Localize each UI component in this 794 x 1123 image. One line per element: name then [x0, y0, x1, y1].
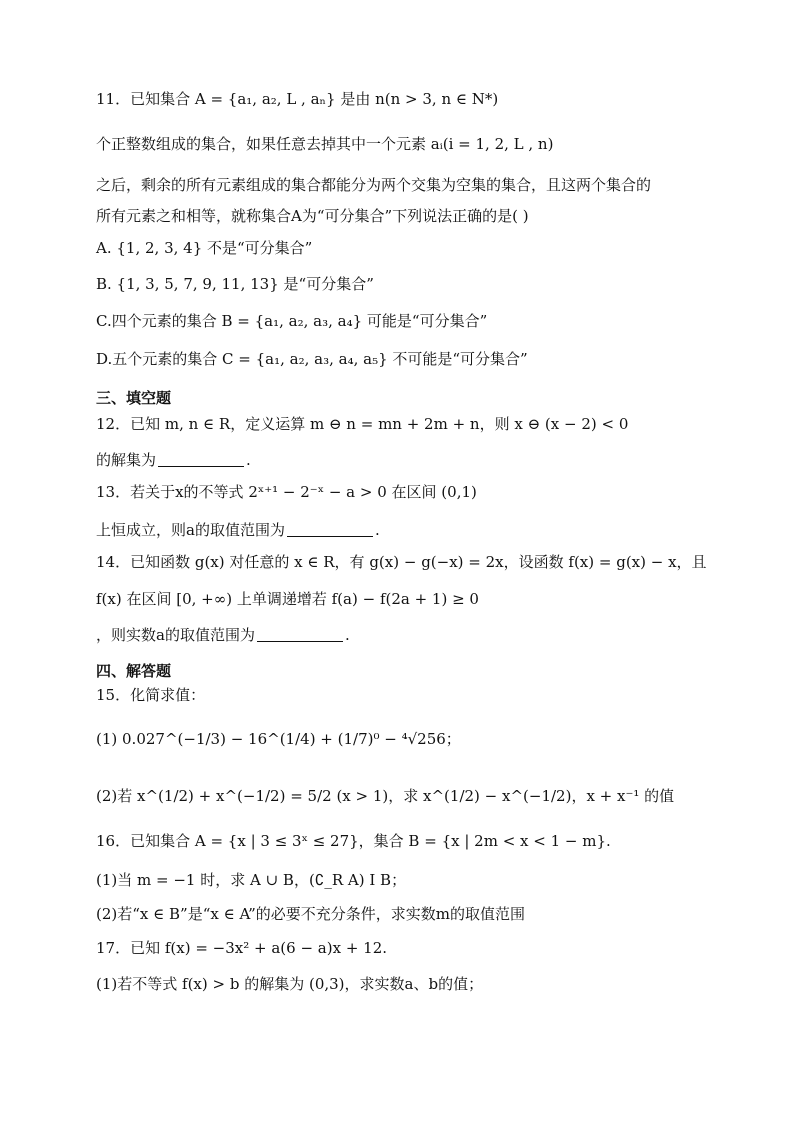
period: .: [374, 521, 380, 539]
period: .: [344, 626, 350, 644]
q13-line-1: 13．若关于x的不等式 2ˣ⁺¹ − 2⁻ˣ − a > 0 在区间 (0,1): [96, 483, 477, 501]
q14-line-1: 14．已知函数 g(x) 对任意的 x ∈ R，有 g(x) − g(−x) = 2x，设函数 f(x) = g(x) − x，且: [96, 553, 707, 571]
q11-option-a: A. {1, 2, 3, 4} 不是“可分集合”: [96, 239, 313, 257]
answer-blank: [257, 627, 343, 642]
q11-option-c: C.四个元素的集合 B = {a₁, a₂, a₃, a₄} 可能是“可分集合”: [96, 312, 488, 330]
q17-title: 17．已知 f(x) = −3x² + a(6 − a)x + 12.: [96, 939, 388, 957]
q14-line-2: f(x) 在区间 [0, +∞) 上单调递增若 f(a) − f(2a + 1) ≥ 0: [96, 590, 479, 608]
q11-line-4: 所有元素之和相等，就称集合A为“可分集合”下列说法正确的是( ): [96, 207, 529, 225]
answer-blank: [158, 452, 244, 467]
q11-line-2: 个正整数组成的集合，如果任意去掉其中一个元素 aᵢ(i = 1, 2, L , n): [96, 135, 554, 153]
q12-line-2: [96, 449, 251, 471]
q16-title: 16．已知集合 A = {x | 3 ≤ 3ˣ ≤ 27}，集合 B = {x | 2m < x < 1 − m}.: [96, 832, 611, 850]
q11-option-b: B. {1, 3, 5, 7, 9, 11, 13} 是“可分集合”: [96, 275, 374, 293]
q14-line-3: [96, 624, 350, 646]
q14-text: ，则实数a的取值范围为: [96, 626, 255, 644]
q15-title: 15．化简求值：: [96, 686, 206, 704]
q11-line-3: 之后，剩余的所有元素组成的集合都能分为两个交集为空集的集合，且这两个集合的: [96, 176, 652, 194]
q16-part-1: (1)当 m = −1 时，求 A ∪ B，(∁_R A) I B；: [96, 871, 407, 889]
q17-part-1: (1)若不等式 f(x) > b 的解集为 (0,3)，求实数a、b的值；: [96, 975, 484, 993]
q11-line-1: 11．已知集合 A = {a₁, a₂, L , aₙ} 是由 n(n > 3, n ∈ N*): [96, 90, 499, 108]
section-answer: 四、解答题: [96, 662, 172, 680]
q15-part-2: (2)若 x^(1/2) + x^(−1/2) = 5/2 (x > 1)，求 x^(1/2) − x^(−1/2)，x + x⁻¹ 的值: [96, 787, 675, 805]
answer-blank: [287, 522, 373, 537]
q12-text: 的解集为: [96, 451, 157, 469]
q11-option-d: D.五个元素的集合 C = {a₁, a₂, a₃, a₄, a₅} 不可能是“可分集合”: [96, 350, 528, 368]
q13-text: 上恒成立，则a的取值范围为: [96, 521, 285, 539]
q12-line-1: 12．已知 m, n ∈ R，定义运算 m ⊖ n = mn + 2m + n，则 x ⊖ (x − 2) < 0: [96, 415, 629, 433]
q16-part-2: (2)若“x ∈ B”是“x ∈ A”的必要不充分条件，求实数m的取值范围: [96, 905, 525, 923]
q15-part-1: (1) 0.027^(−1/3) − 16^(1/4) + (1/7)⁰ − ⁴√256；: [96, 730, 461, 748]
q13-line-2: [96, 519, 380, 541]
section-fill-in: 三、填空题: [96, 389, 172, 407]
period: .: [246, 451, 251, 469]
